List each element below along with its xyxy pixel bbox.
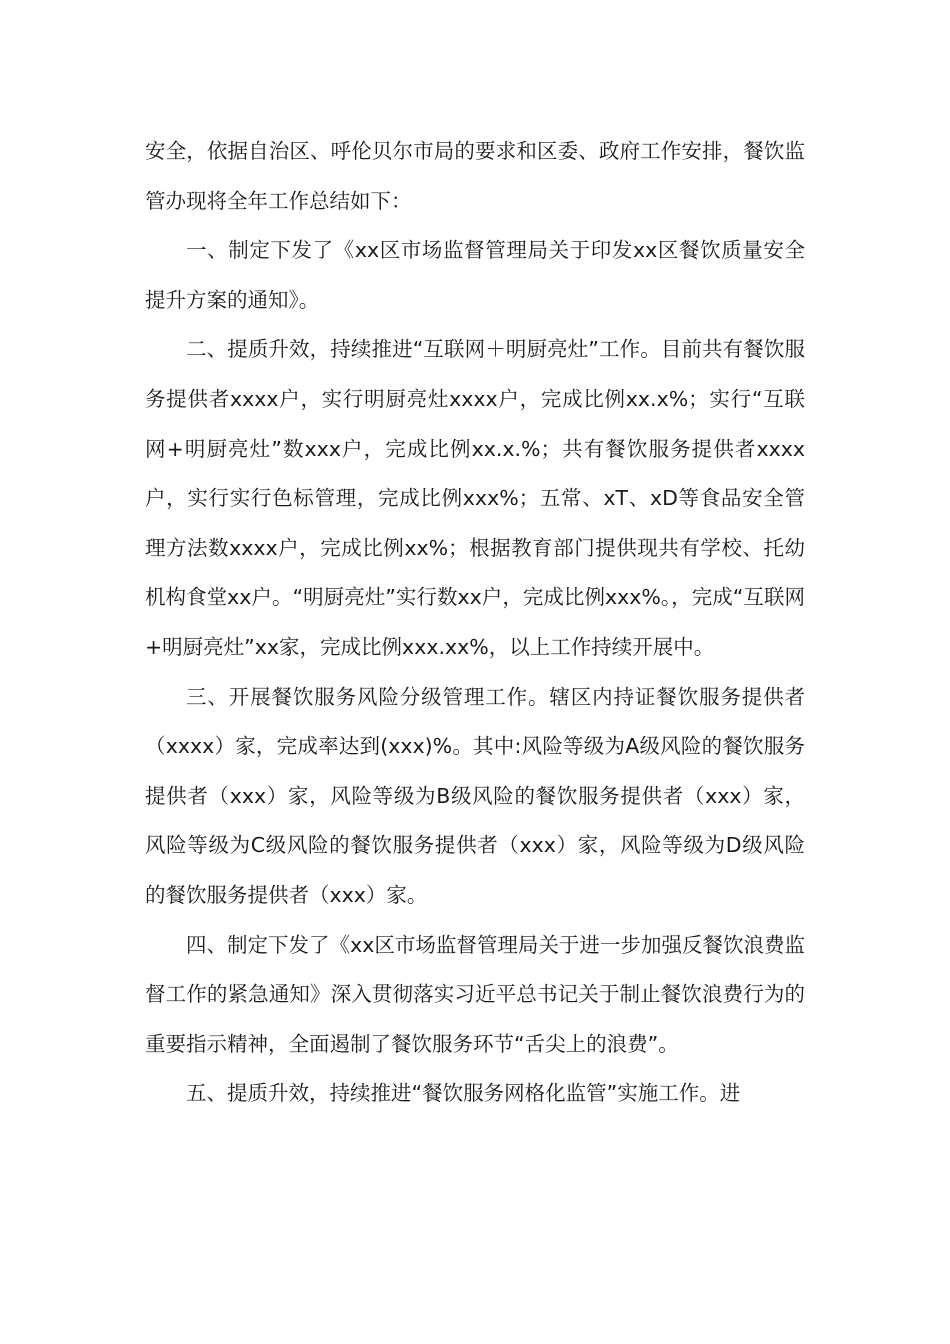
paragraph-item-4: 四、制定下发了《xx区市场监督管理局关于进一步加强反餐饮浪费监督工作的紧急通知》深入贯彻落实习近平总书记关于制止餐饮浪费行为的重要指示精神，全面遏制了餐饮服务环节“舌尖上的浪费”。 xyxy=(145,932,805,1056)
paragraph-item-2: 二、提质升效，持续推进“互联网＋明厨亮灶”工作。目前共有餐饮服务提供者xxxx户，实行明厨亮灶xxxx户，完成比例xx.x%；实行“互联网+明厨亮灶”数xxx户，完成比例xx.x.%；共有餐饮服务提供者xxxx户，实行实行色标管理，完成比例xxx%；五常、xT、xD等食品安全管理方法数xxxx户，完成比例xx%；根据教育部门提供现共有学校、托幼机构食堂xx户。“明厨亮灶”实行数xx户，完成比例xxx%。，完成“互联网+明厨亮灶”xx家，完成比例xxx.xx%，以上工作持续开展中。 xyxy=(145,337,805,659)
paragraph-item-3: 三、开展餐饮服务风险分级管理工作。辖区内持证餐饮服务提供者（xxxx）家，完成率达到(xxx)%。其中:风险等级为A级风险的餐饮服务提供者（xxx）家，风险等级为B级风险的餐饮服务提供者（xxx）家，风险等级为C级风险的餐饮服务提供者（xxx）家，风险等级为D级风险的餐饮服务提供者（xxx）家。 xyxy=(145,684,805,907)
document-body xyxy=(145,127,805,1119)
paragraph-item-1: 一、制定下发了《xx区市场监督管理局关于印发xx区餐饮质量安全提升方案的通知》。 xyxy=(145,238,805,312)
paragraph-continuation: 安全，依据自治区、呼伦贝尔市局的要求和区委、政府工作安排，餐饮监管办现将全年工作总结如下： xyxy=(145,139,805,213)
paragraph-item-5: 五、提质升效，持续推进“餐饮服务网格化监管”实施工作。进 xyxy=(186,1081,741,1106)
